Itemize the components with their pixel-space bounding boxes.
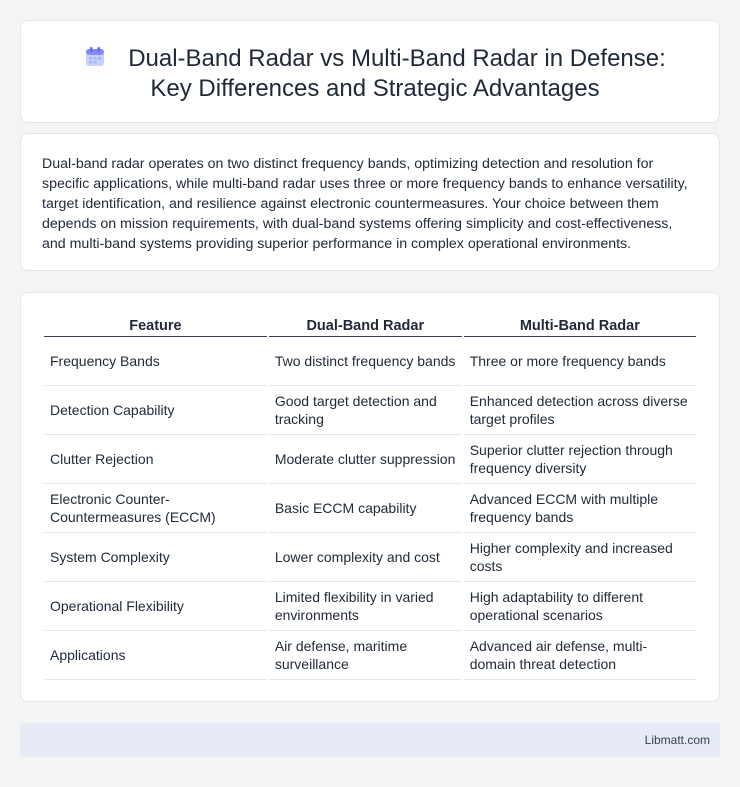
calendar-icon <box>84 46 106 68</box>
table-cell: Two distinct frequency bands <box>269 337 462 386</box>
intro-card <box>20 133 720 271</box>
comparison-card <box>20 292 720 702</box>
table-cell: Higher complexity and increased costs <box>464 533 696 582</box>
table-cell: System Complexity <box>44 533 267 582</box>
table-cell: Detection Capability <box>44 386 267 435</box>
table-row <box>44 386 696 435</box>
table-row <box>44 631 696 680</box>
comparison-table <box>42 315 698 680</box>
table-cell: High adaptability to different operational scenarios <box>464 582 696 631</box>
table-row <box>44 484 696 533</box>
table-cell: Good target detection and tracking <box>269 386 462 435</box>
header-feature: Feature <box>44 315 267 337</box>
table-cell: Advanced ECCM with multiple frequency bands <box>464 484 696 533</box>
table-cell: Applications <box>44 631 267 680</box>
table-cell: Basic ECCM capability <box>269 484 462 533</box>
table-cell: Frequency Bands <box>44 337 267 386</box>
table-header-row <box>44 315 696 337</box>
footer-site-link[interactable]: Libmatt.com <box>644 733 710 747</box>
table-cell: Enhanced detection across diverse target profiles <box>464 386 696 435</box>
table-cell: Clutter Rejection <box>44 435 267 484</box>
title-card <box>20 20 720 123</box>
table-row <box>44 435 696 484</box>
table-cell: Advanced air defense, multi-domain threat detection <box>464 631 696 680</box>
table-cell: Superior clutter rejection through frequency diversity <box>464 435 696 484</box>
header-multi-band: Multi-Band Radar <box>464 315 696 337</box>
table-cell: Electronic Counter-Countermeasures (ECCM) <box>44 484 267 533</box>
table-cell: Three or more frequency bands <box>464 337 696 386</box>
page-title: Dual-Band Radar vs Multi-Band Radar in Defense: Key Differences and Strategic Advantages <box>128 45 666 102</box>
header-dual-band: Dual-Band Radar <box>269 315 462 337</box>
table-cell: Air defense, maritime surveillance <box>269 631 462 680</box>
table-cell: Operational Flexibility <box>44 582 267 631</box>
table-cell: Limited flexibility in varied environments <box>269 582 462 631</box>
table-cell: Lower complexity and cost <box>269 533 462 582</box>
intro-paragraph: Dual-band radar operates on two distinct frequency bands, optimizing detection and resolution for specific applications, while multi-band radar uses three or more frequency bands to enhance versatility, target identification, and resilience against electronic countermeasures. Your choice between them depends on mission requirements, with dual-band systems offering simplicity and cost-effectiveness, and multi-band systems providing superior performance in complex operational environments. <box>42 156 688 252</box>
table-row <box>44 582 696 631</box>
table-row <box>44 533 696 582</box>
footer-bar <box>20 723 720 757</box>
title-wrap <box>61 44 689 104</box>
table-cell: Moderate clutter suppression <box>269 435 462 484</box>
table-row <box>44 337 696 386</box>
